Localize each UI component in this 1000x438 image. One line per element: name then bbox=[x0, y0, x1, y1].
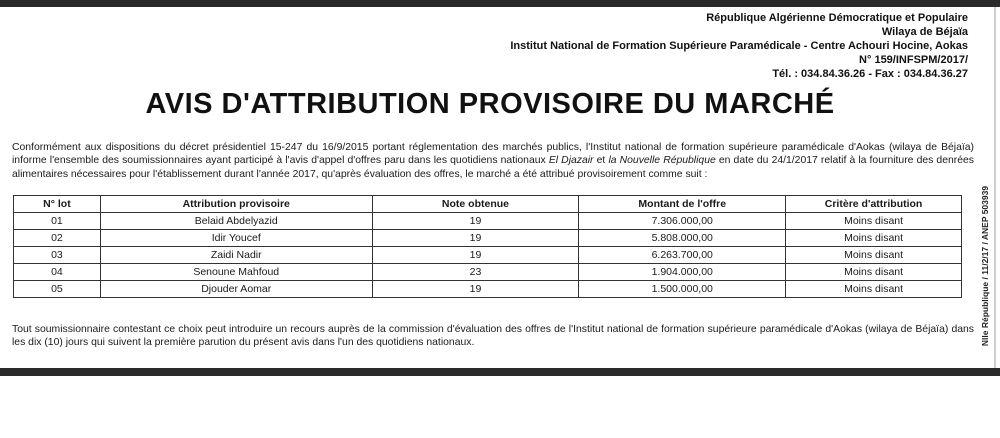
table-row bbox=[14, 230, 962, 247]
cell-lot: 01 bbox=[14, 213, 101, 230]
award-table bbox=[13, 195, 962, 298]
header-reference: N° 159/INFSPM/2017/ bbox=[859, 54, 968, 66]
cell-criterion: Moins disant bbox=[786, 213, 962, 230]
header-institute: Institut National de Formation Supérieure Paramédicale - Centre Achouri Hocine, Aokas bbox=[510, 40, 968, 52]
cell-score: 23 bbox=[372, 264, 579, 281]
cell-criterion: Moins disant bbox=[786, 247, 962, 264]
cell-attribution: Djouder Aomar bbox=[100, 281, 372, 298]
cell-attribution: Belaid Abdelyazid bbox=[100, 213, 372, 230]
cell-lot: 04 bbox=[14, 264, 101, 281]
intro-paragraph bbox=[12, 141, 974, 181]
notice-title: AVIS D'ATTRIBUTION PROVISOIRE DU MARCHÉ bbox=[145, 88, 835, 120]
header-country: République Algérienne Démocratique et Populaire bbox=[706, 12, 968, 24]
cell-amount: 6.263.700,00 bbox=[579, 247, 786, 264]
cell-lot: 02 bbox=[14, 230, 101, 247]
cell-attribution: Zaidi Nadir bbox=[100, 247, 372, 264]
newspaper-name-1: El Djazair bbox=[548, 155, 594, 167]
cell-score: 19 bbox=[372, 230, 579, 247]
bottom-border bbox=[0, 368, 1000, 376]
top-border bbox=[0, 0, 1000, 7]
cell-amount: 1.500.000,00 bbox=[579, 281, 786, 298]
table-row bbox=[14, 281, 962, 298]
table-row bbox=[14, 264, 962, 281]
col-criterion: Critère d'attribution bbox=[786, 196, 962, 213]
cell-amount: 1.904.000,00 bbox=[579, 264, 786, 281]
cell-criterion: Moins disant bbox=[786, 230, 962, 247]
cell-attribution: Senoune Mahfoud bbox=[100, 264, 372, 281]
cell-lot: 03 bbox=[14, 247, 101, 264]
cell-attribution: Idir Youcef bbox=[100, 230, 372, 247]
side-note-text: Nlle République / 11/2/17 / ANEP 503939 bbox=[980, 185, 990, 347]
header-contact: Tél. : 034.84.36.26 - Fax : 034.84.36.27 bbox=[772, 68, 968, 80]
cell-score: 19 bbox=[372, 281, 579, 298]
table-row bbox=[14, 213, 962, 230]
col-amount: Montant de l'offre bbox=[579, 196, 786, 213]
table-header-row bbox=[14, 196, 962, 213]
publication-side-note bbox=[975, 186, 995, 346]
col-score: Note obtenue bbox=[372, 196, 579, 213]
cell-amount: 7.306.000,00 bbox=[579, 213, 786, 230]
cell-criterion: Moins disant bbox=[786, 264, 962, 281]
cell-score: 19 bbox=[372, 247, 579, 264]
cell-lot: 05 bbox=[14, 281, 101, 298]
col-attribution: Attribution provisoire bbox=[100, 196, 372, 213]
intro-and: et bbox=[593, 155, 609, 167]
cell-score: 19 bbox=[372, 213, 579, 230]
appeal-paragraph: Tout soumissionnaire contestant ce choix peut introduire un recours auprès de la commission d'évaluation des offres de l'Institut national de formation supérieure paramédicale d'Aokas (wilaya de Béjaïa) dans les dix (10) jours qui suivent la première parution du présent avis dans l'un des quotidiens nationaux. bbox=[12, 324, 974, 349]
intro-text-1: Conformément aux dispositions du décret présidentiel 15-247 du 16/9/2015 portant réglementation des marchés publics, l'Institut national de formation supérieure paramédicale d'Aokas (wilaya de Béjaïa) informe l'ensemble des soumissionnaires ayant participé à l'avis d'appel d'offres paru dans les quotidiens nationaux bbox=[12, 142, 974, 167]
issuer-header bbox=[510, 11, 968, 81]
cell-amount: 5.808.000,00 bbox=[579, 230, 786, 247]
newspaper-name-2: la Nouvelle République bbox=[608, 155, 716, 167]
cell-criterion: Moins disant bbox=[786, 281, 962, 298]
intro-text-2: en date du 24/1/2017 relatif à la fourniture des denrées alimentaires nécessaires pour l'établissement durant l'année 2017, qu'après évaluation des offres, le marché a été attribué provisoirement comme suit : bbox=[12, 155, 974, 180]
table-row bbox=[14, 247, 962, 264]
header-wilaya: Wilaya de Béjaïa bbox=[881, 26, 968, 38]
col-lot: N° lot bbox=[14, 196, 101, 213]
